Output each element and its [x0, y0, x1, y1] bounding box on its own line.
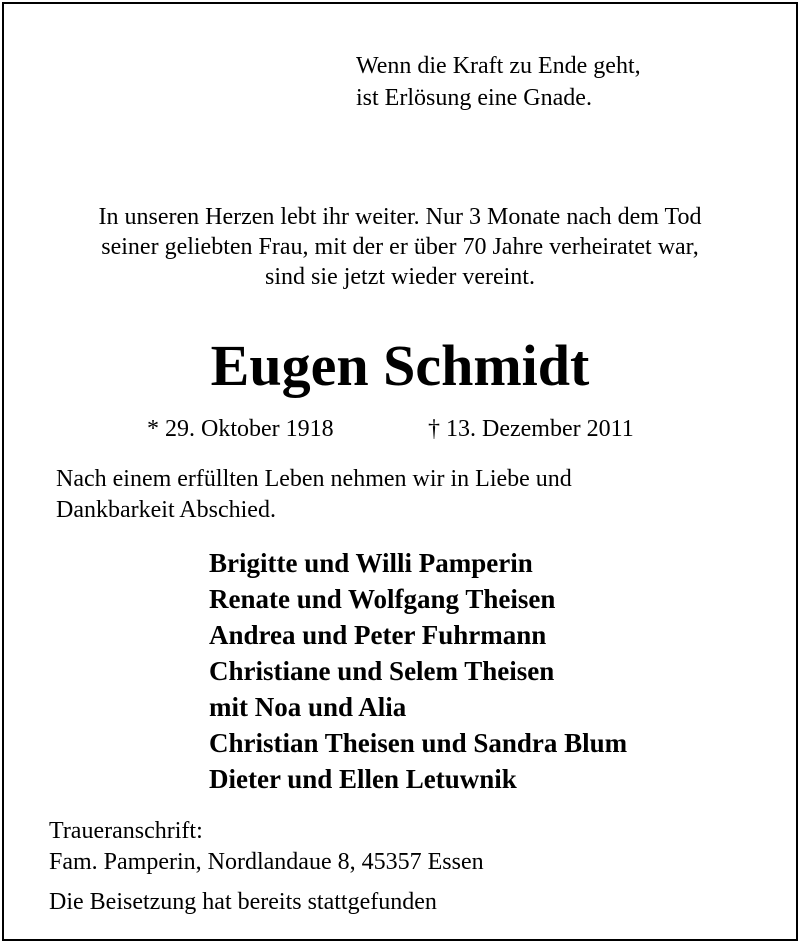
motto — [356, 50, 641, 114]
intro-line: seiner geliebten Frau, mit der er über 70 Jahre verheiratet war, — [101, 234, 699, 260]
mourner-entry: mit Noa und Alia — [209, 692, 407, 722]
death-date: † 13. Dezember 2011 — [428, 416, 634, 442]
farewell-line: Nach einem erfüllten Leben nehmen wir in Liebe und — [56, 466, 572, 492]
intro-line: sind sie jetzt wieder vereint. — [265, 264, 535, 290]
mourner-entry: Christiane und Selem Theisen — [209, 656, 555, 686]
obituary-notice — [2, 2, 798, 941]
address-value: Fam. Pamperin, Nordlandaue 8, 45357 Essen — [49, 849, 484, 875]
burial-note: Die Beisetzung hat bereits stattgefunden — [49, 889, 437, 915]
mourner-entry: Andrea und Peter Fuhrmann — [209, 620, 547, 650]
farewell-text — [56, 464, 572, 526]
deceased-name: Eugen Schmidt — [210, 333, 590, 398]
mourners-list — [209, 545, 627, 797]
birth-date: * 29. Oktober 1918 — [147, 416, 334, 442]
intro-text — [4, 202, 796, 292]
motto-line: ist Erlösung eine Gnade. — [356, 85, 592, 111]
mourner-entry: Dieter und Ellen Letuwnik — [209, 764, 517, 794]
mourner-entry: Renate und Wolfgang Theisen — [209, 584, 556, 614]
farewell-line: Dankbarkeit Abschied. — [56, 497, 276, 523]
address-label: Traueranschrift: — [49, 818, 203, 844]
mourner-entry: Brigitte und Willi Pamperin — [209, 548, 533, 578]
intro-line: In unseren Herzen lebt ihr weiter. Nur 3 Monate nach dem Tod — [98, 204, 702, 230]
mourning-address — [49, 816, 484, 878]
motto-line: Wenn die Kraft zu Ende geht, — [356, 53, 641, 79]
mourner-entry: Christian Theisen und Sandra Blum — [209, 728, 628, 758]
